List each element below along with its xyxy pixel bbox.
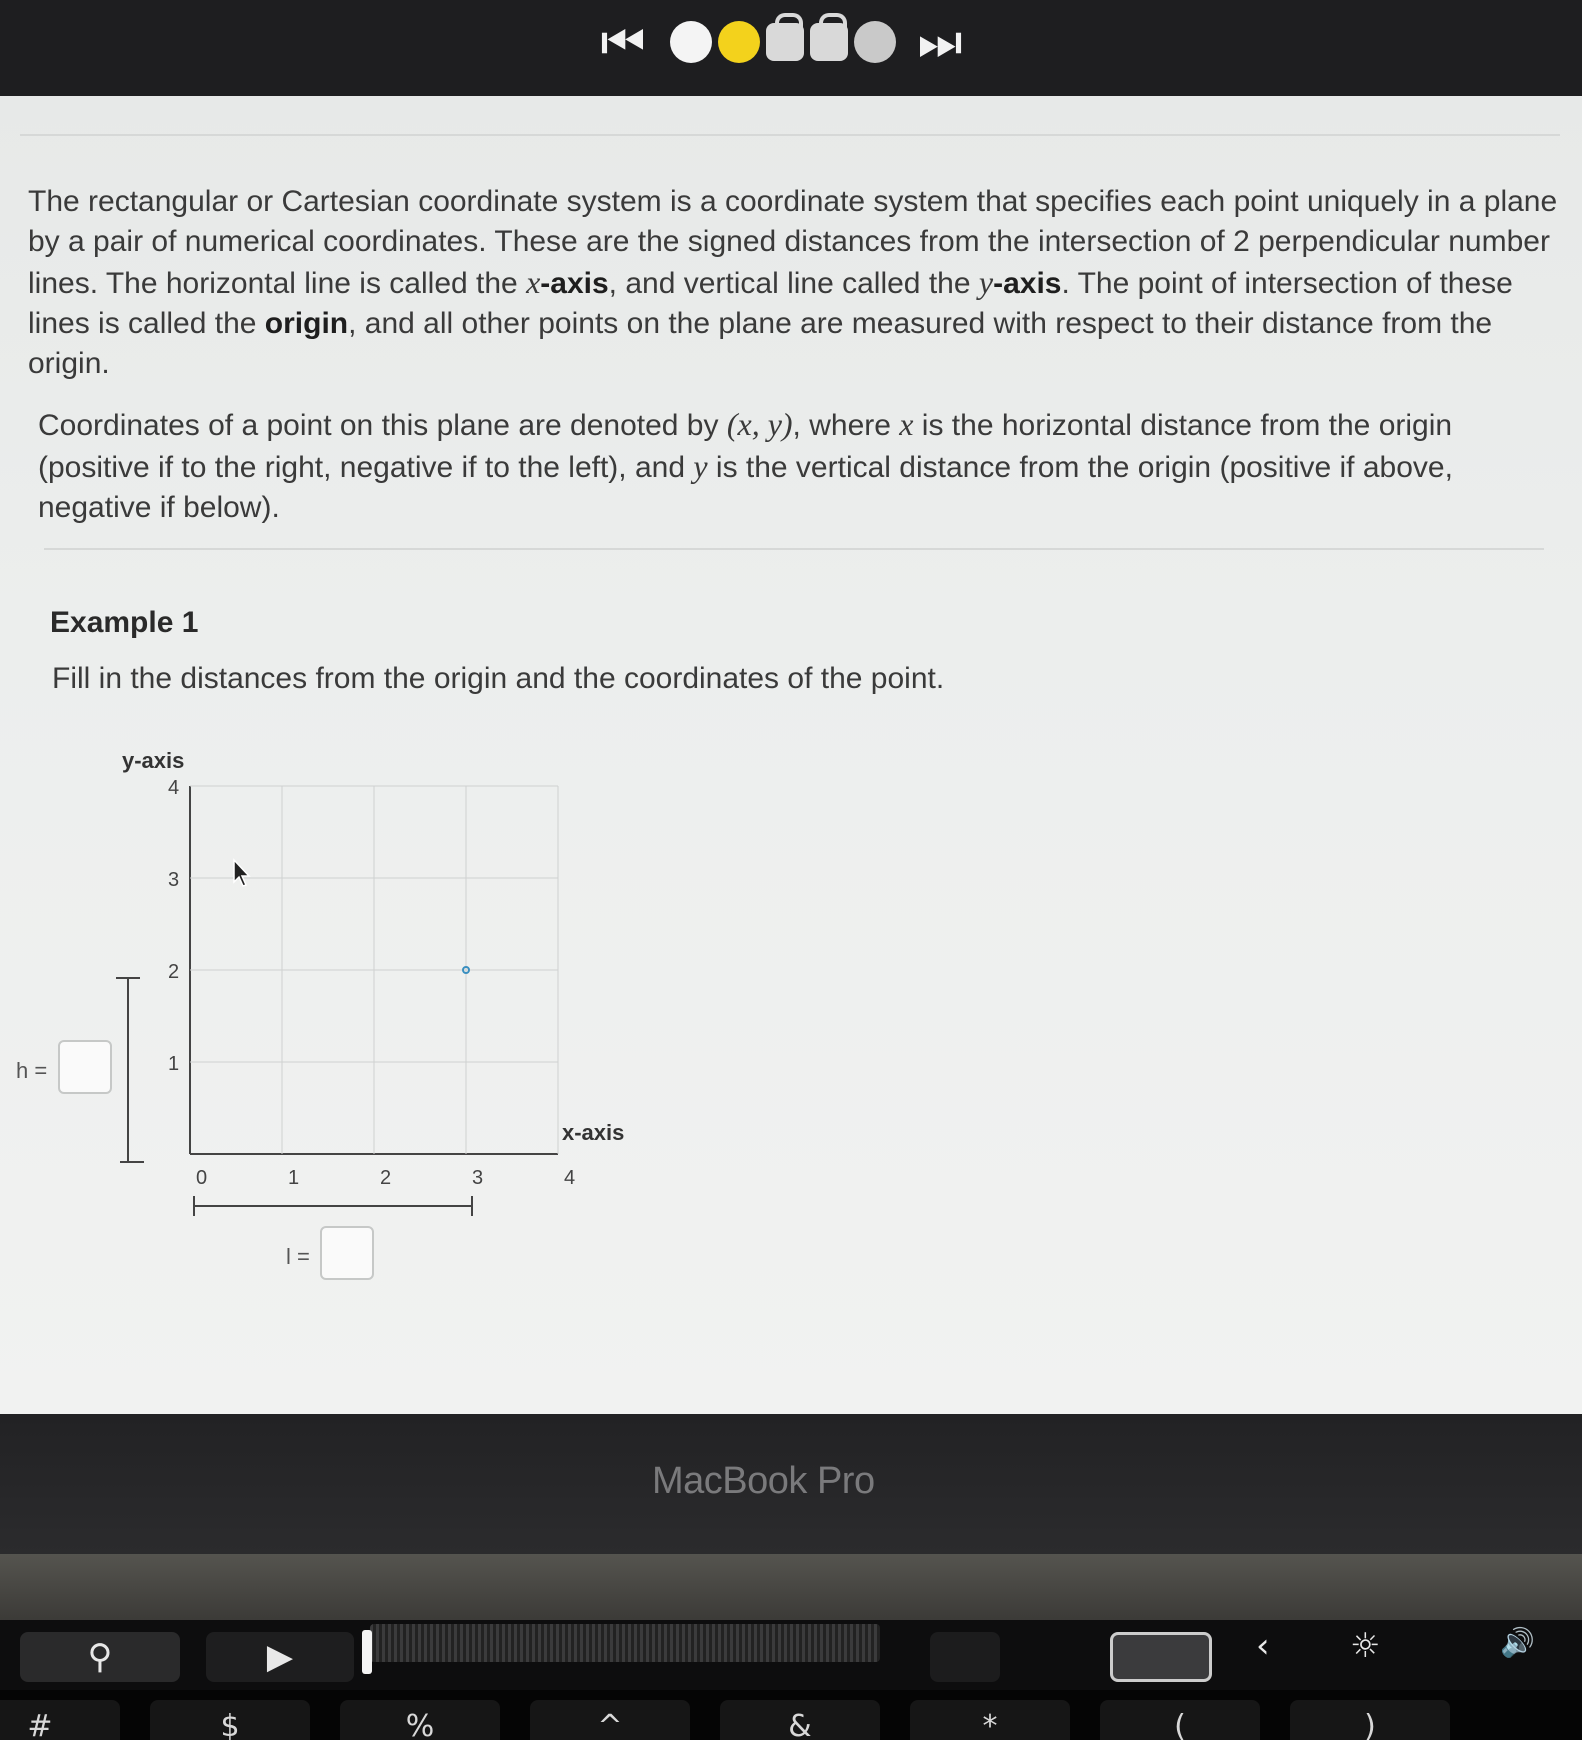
h-input[interactable] (58, 1040, 112, 1094)
tick-labels (168, 777, 575, 1189)
keyboard-key[interactable]: * (910, 1700, 1070, 1740)
y-tick-label: 4 (168, 777, 180, 799)
keyboard-key[interactable]: ) (1290, 1700, 1450, 1740)
lock-icon (766, 23, 804, 61)
lesson-nav-bar (0, 0, 1582, 96)
search-icon[interactable]: ⚲ (20, 1632, 180, 1682)
intro-paragraph: The rectangular or Cartesian coordinate system is a coordinate system that specifies each point uniquely in a plane by a pair of numerical coordinates. These are the signed distances from the intersection of 2 perpendicular number lines. The horizontal line is called the x-axis, and vertical line called the y-axis. The point of intersection of these lines is called the origin, and all other points on the plane are measured with respect to their distance from the origin. (28, 185, 1558, 380)
x-tick-label: 2 (380, 1167, 392, 1189)
x-tick-label: 1 (288, 1167, 300, 1189)
keyboard-key[interactable]: ^ (530, 1700, 690, 1740)
coordinate-graph (0, 736, 700, 1296)
play-icon[interactable]: ▶ (206, 1632, 354, 1682)
l-label: l = (286, 1244, 310, 1269)
mouse-pointer-icon (232, 858, 252, 888)
keyboard-key[interactable]: ( (1100, 1700, 1260, 1740)
divider (20, 134, 1560, 136)
graph-canvas (0, 736, 700, 1296)
y-tick-label: 3 (168, 869, 180, 891)
scrubber-handle[interactable] (362, 1630, 372, 1674)
window-thumbnail[interactable] (1110, 1632, 1212, 1682)
y-tick-label: 2 (168, 961, 180, 983)
x-axis-label: x-axis (562, 1120, 625, 1145)
keyboard-key[interactable]: & (720, 1700, 880, 1740)
keyboard-key[interactable]: $ (150, 1700, 310, 1740)
progress-step-upcoming[interactable] (854, 21, 896, 63)
progress-step-done[interactable] (670, 21, 712, 63)
x-tick-label: 3 (472, 1167, 484, 1189)
coordinates-paragraph: Coordinates of a point on this plane are denoted by (x, y), where x is the horizontal distance from the origin (positive if to the right, negative if to the left), and y is the vertical distance from the origin (positive if above, negative if below). (38, 406, 1453, 524)
screen-mirror-icon[interactable] (930, 1632, 1000, 1682)
y-axis-label: y-axis (122, 748, 185, 773)
progress-indicator (670, 18, 896, 66)
back-chevron-icon[interactable]: ‹ (1256, 1626, 1270, 1666)
skip-to-last-icon[interactable]: ⏭ (917, 13, 963, 71)
progress-step-current[interactable] (718, 21, 760, 63)
media-scrubber[interactable] (370, 1624, 880, 1662)
example-title: Example 1 (50, 606, 199, 639)
y-tick-label: 1 (168, 1053, 180, 1075)
brightness-icon[interactable]: ☼ (1350, 1626, 1381, 1666)
grid-lines (190, 786, 558, 1154)
example-instructions: Fill in the distances from the origin and the coordinates of the point. (52, 662, 945, 695)
l-input[interactable] (320, 1226, 374, 1280)
device-brand-label: MacBook Pro (652, 1460, 875, 1502)
x-tick-label: 4 (564, 1167, 576, 1189)
keyboard-key[interactable]: # (0, 1700, 120, 1740)
x-tick-label: 0 (196, 1167, 208, 1189)
keyboard-key[interactable]: % (340, 1700, 500, 1740)
h-label: h = (16, 1058, 48, 1083)
volume-icon[interactable]: 🔊 (1500, 1626, 1535, 1659)
lock-icon (810, 23, 848, 61)
divider (44, 548, 1544, 550)
skip-to-first-icon[interactable]: ⏮ (600, 13, 646, 71)
laptop-chassis (0, 1554, 1582, 1624)
